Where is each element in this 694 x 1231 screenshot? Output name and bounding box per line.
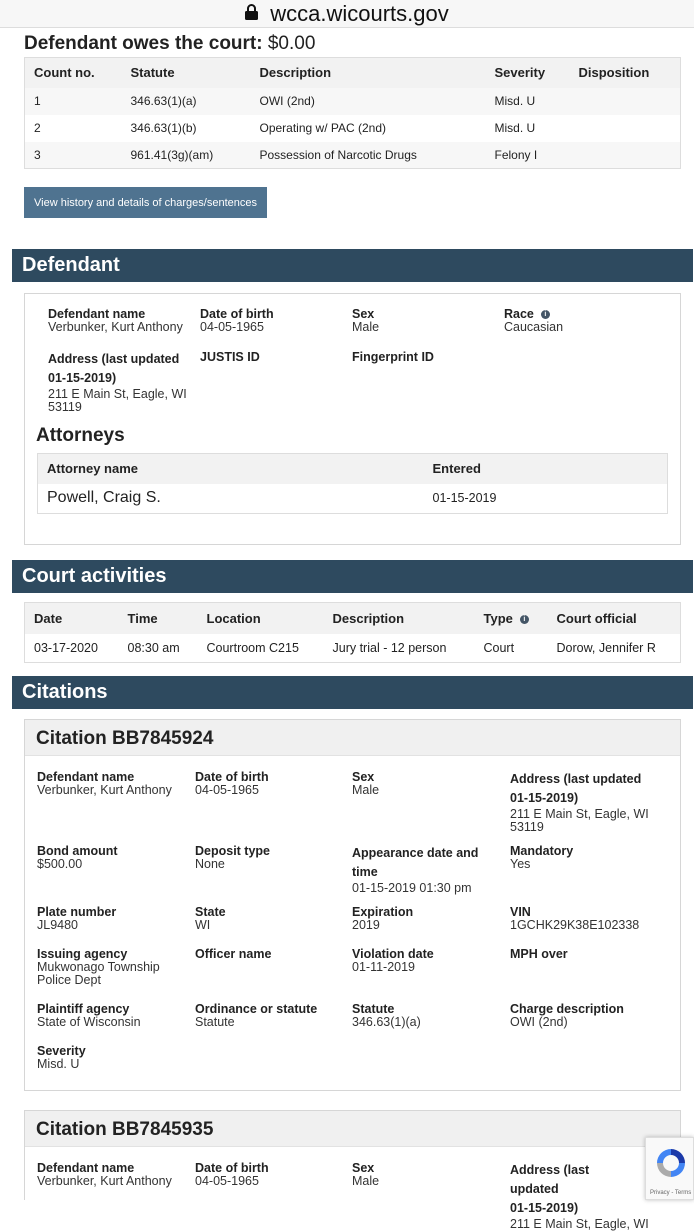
field-label: Appearance date and xyxy=(352,846,479,860)
citations-section-header: Citations xyxy=(12,676,693,709)
field-label: Address (last updated xyxy=(510,772,642,786)
table-cell: Felony I xyxy=(486,142,570,169)
table-cell xyxy=(570,115,681,142)
field-label: Date of birth xyxy=(195,1161,269,1175)
field-label: Defendant name xyxy=(48,307,146,321)
field-label: Address (last updated xyxy=(510,1163,590,1196)
charges-table xyxy=(24,57,681,169)
table-header-row xyxy=(38,454,668,484)
field-label: Charge description xyxy=(510,1002,624,1016)
attorneys-heading: Attorneys xyxy=(36,425,125,446)
field-label: Defendant name xyxy=(37,1161,135,1175)
table-cell xyxy=(570,88,681,115)
attorney-name: Powell, Craig S. xyxy=(47,489,161,507)
fingerprint-id-field xyxy=(352,350,434,364)
table-cell: Courtroom C215 xyxy=(206,640,299,655)
address-line: 53119 xyxy=(48,400,82,414)
field-label: State xyxy=(195,905,226,919)
table-header-row xyxy=(25,603,681,634)
table-cell: 346.63(1)(a) xyxy=(122,88,251,115)
citation-defendant-name-field xyxy=(37,770,172,797)
table-cell: 3 xyxy=(25,142,122,169)
field-label-date: 01-15-2019) xyxy=(48,371,117,385)
column-header: Date xyxy=(25,603,119,634)
sex-field xyxy=(352,307,379,334)
field-label: JUSTIS ID xyxy=(200,350,260,364)
field-label: Sex xyxy=(352,1161,375,1175)
table-cell: Misd. U xyxy=(486,88,570,115)
field-value: None xyxy=(195,857,225,871)
column-header: Court official xyxy=(548,603,681,634)
table-row xyxy=(25,142,681,169)
table-cell: OWI (2nd) xyxy=(251,88,486,115)
table-cell xyxy=(570,142,681,169)
field-value: 01-11-2019 xyxy=(352,960,416,974)
severity-field xyxy=(37,1044,86,1071)
justis-id-field xyxy=(200,350,260,364)
address-line: 211 E Main St, Eagle, WI xyxy=(48,387,187,401)
citation-dob-field xyxy=(195,1161,269,1188)
officer-name-field xyxy=(195,947,271,961)
field-label: Ordinance or statute xyxy=(195,1002,318,1016)
address-bar[interactable] xyxy=(0,0,694,28)
balance-owed xyxy=(24,33,315,55)
field-label: Race xyxy=(504,307,534,321)
column-header: Severity xyxy=(486,58,570,88)
table-row xyxy=(25,115,681,142)
field-label: Fingerprint ID xyxy=(352,350,434,364)
column-header: Entered xyxy=(424,454,668,484)
citation-address-field xyxy=(510,1161,649,1231)
field-value: 01-15-2019 01:30 pm xyxy=(352,881,472,895)
field-value: 1GCHK29K38E102338 xyxy=(510,918,640,932)
column-header: Attorney name xyxy=(38,454,424,484)
field-label: VIN xyxy=(510,905,531,919)
mandatory-field xyxy=(510,844,573,871)
recaptcha-badge[interactable] xyxy=(645,1137,694,1200)
court-activities-table xyxy=(24,602,681,663)
statute-field xyxy=(352,1002,421,1029)
column-header: Description xyxy=(251,58,486,88)
field-label: Defendant name xyxy=(37,770,135,784)
info-icon[interactable]: i xyxy=(520,615,529,624)
violation-date-field xyxy=(352,947,434,974)
table-cell: 03-17-2020 xyxy=(34,640,98,655)
column-header: Statute xyxy=(122,58,251,88)
field-value: 04-05-1965 xyxy=(195,1174,259,1188)
column-header: Time xyxy=(119,603,198,634)
dob-field xyxy=(200,307,274,334)
table-header-row xyxy=(25,58,681,88)
address-field xyxy=(48,350,187,414)
attorney-entered-date: 01-15-2019 xyxy=(432,491,497,506)
expiration-field xyxy=(352,905,413,932)
field-label-date: 01-15-2019) xyxy=(510,1201,579,1215)
issuing-agency-field xyxy=(37,947,160,987)
field-value: Mukwonago Township xyxy=(37,960,160,974)
field-value: Statute xyxy=(195,1015,235,1029)
column-header: Disposition xyxy=(570,58,681,88)
field-value: 2019 xyxy=(352,918,380,932)
table-cell: Possession of Narcotic Drugs xyxy=(251,142,486,169)
ordinance-field xyxy=(195,1002,317,1029)
field-value: Verbunker, Kurt Anthony xyxy=(37,1174,172,1188)
citation-title: Citation BB7845924 xyxy=(25,720,680,756)
column-header: Type i xyxy=(475,603,548,634)
table-cell: Operating w/ PAC (2nd) xyxy=(259,121,386,135)
plate-number-field xyxy=(37,905,116,932)
table-cell: 1 xyxy=(25,88,122,115)
table-row xyxy=(25,634,681,663)
table-cell: Misd. U xyxy=(494,121,536,135)
citation-address-field xyxy=(510,770,649,834)
field-value: Caucasian xyxy=(504,320,564,334)
field-value: Verbunker, Kurt Anthony xyxy=(48,320,183,334)
field-value: OWI (2nd) xyxy=(510,1015,568,1029)
field-label: Severity xyxy=(37,1044,86,1058)
field-label: Issuing agency xyxy=(37,947,128,961)
field-value: Male xyxy=(352,1174,380,1188)
table-cell: Jury trial - 12 person xyxy=(332,640,447,655)
balance-amount: $0.00 xyxy=(267,33,316,54)
field-value: Police Dept xyxy=(37,973,101,987)
field-label: time xyxy=(352,865,378,879)
field-value: Yes xyxy=(510,857,531,871)
field-value: $500.00 xyxy=(37,857,83,871)
field-label-date: 01-15-2019) xyxy=(510,791,579,805)
field-label: Date of birth xyxy=(200,307,274,321)
table-cell: 08:30 am xyxy=(127,640,180,655)
field-value: 04-05-1965 xyxy=(200,320,264,334)
info-icon[interactable]: i xyxy=(541,310,550,319)
field-label: Date of birth xyxy=(195,770,269,784)
field-label: Sex xyxy=(352,307,375,321)
court-activities-section-header: Court activities xyxy=(12,560,693,593)
field-label: Expiration xyxy=(352,905,414,919)
recaptcha-links[interactable]: Privacy - Terms xyxy=(650,1190,692,1196)
address-line: 211 E Main St, Eagle, WI xyxy=(510,807,649,821)
field-value: 346.63(1)(a) xyxy=(352,1015,421,1029)
citation-sex-field xyxy=(352,1161,379,1188)
recaptcha-icon xyxy=(654,1146,688,1180)
race-field xyxy=(504,307,563,334)
field-label: MPH over xyxy=(510,947,568,961)
url-text: wcca.wicourts.gov xyxy=(270,0,449,26)
view-history-button[interactable]: View history and details of charges/sentences xyxy=(24,187,267,218)
field-label: Plaintiff agency xyxy=(37,1002,130,1016)
table-cell: Court xyxy=(483,640,515,655)
field-value: State of Wisconsin xyxy=(37,1015,141,1029)
citation-dob-field xyxy=(195,770,269,797)
field-value: Male xyxy=(352,783,380,797)
field-label: Bond amount xyxy=(37,844,118,858)
defendant-name-field xyxy=(48,307,183,334)
deposit-type-field xyxy=(195,844,270,871)
charge-description-field xyxy=(510,1002,624,1029)
bond-amount-field xyxy=(37,844,118,871)
appearance-field xyxy=(352,844,478,895)
field-label: Statute xyxy=(352,1002,395,1016)
column-header: Location xyxy=(198,603,324,634)
plaintiff-agency-field xyxy=(37,1002,141,1029)
field-value: Verbunker, Kurt Anthony xyxy=(37,783,172,797)
address-line: 53119 xyxy=(510,820,544,834)
table-row xyxy=(25,88,681,115)
citation-sex-field xyxy=(352,770,379,797)
field-label: Mandatory xyxy=(510,844,574,858)
state-field xyxy=(195,905,226,932)
table-cell: 2 xyxy=(34,121,41,135)
citation-defendant-name-field xyxy=(37,1161,172,1188)
field-value: Misd. U xyxy=(37,1057,80,1071)
table-cell: Dorow, Jennifer R xyxy=(556,640,656,655)
mph-over-field xyxy=(510,947,568,961)
table-row xyxy=(38,484,668,514)
vin-field xyxy=(510,905,639,932)
field-label: Plate number xyxy=(37,905,117,919)
defendant-section-header: Defendant xyxy=(12,249,693,282)
attorneys-table xyxy=(37,453,668,514)
balance-label: Defendant owes the court: xyxy=(24,33,263,54)
address-line: 211 E Main St, Eagle, WI xyxy=(510,1217,649,1231)
field-label: Address (last updated xyxy=(48,352,180,366)
field-label: Sex xyxy=(352,770,375,784)
field-label: Violation date xyxy=(352,947,434,961)
citation-title: Citation BB7845935 xyxy=(25,1111,680,1147)
field-value: JL9480 xyxy=(37,918,79,932)
column-header: Description xyxy=(324,603,475,634)
lock-icon xyxy=(245,4,258,20)
field-value: Male xyxy=(352,320,380,334)
field-label: Deposit type xyxy=(195,844,271,858)
table-cell: 346.63(1)(b) xyxy=(130,121,197,135)
field-value: WI xyxy=(195,918,211,932)
table-cell: 961.41(3g)(am) xyxy=(122,142,251,169)
field-label: Officer name xyxy=(195,947,272,961)
field-value: 04-05-1965 xyxy=(195,783,259,797)
column-header: Count no. xyxy=(25,58,122,88)
